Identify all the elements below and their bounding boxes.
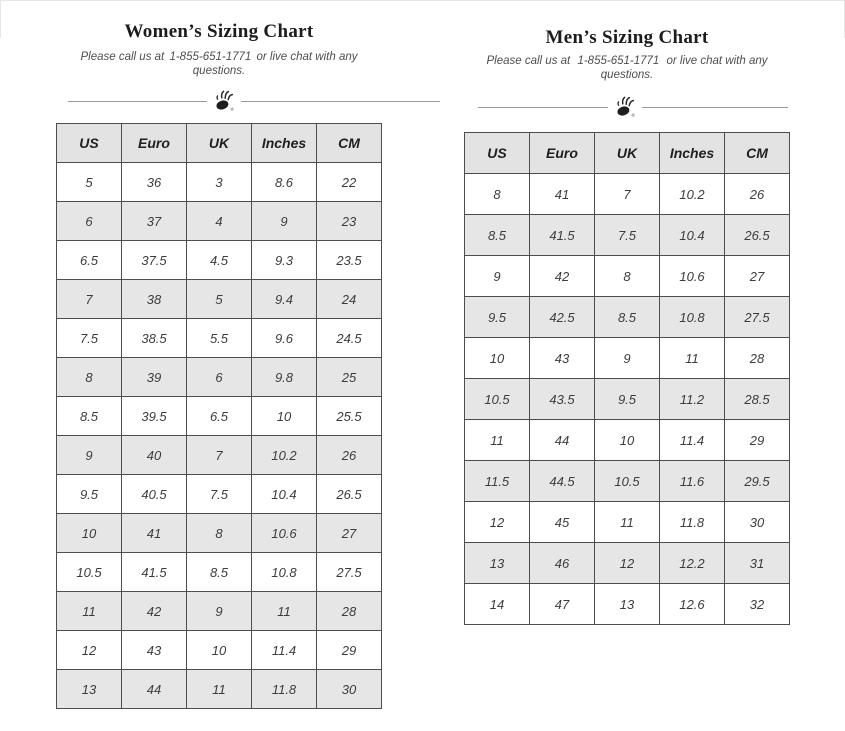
size-cell: 36: [122, 163, 187, 202]
subtitle-suffix: or live chat with any questions.: [192, 51, 358, 77]
size-cell: 7: [187, 436, 252, 475]
divider-line-right: [241, 101, 440, 102]
womens-chart-subtitle: [56, 50, 382, 78]
size-cell: 9.8: [252, 358, 317, 397]
size-cell: 7.5: [57, 319, 122, 358]
size-cell: 10.2: [660, 174, 725, 215]
table-row: [465, 215, 790, 256]
column-header: Inches: [660, 133, 725, 174]
table-row: [57, 553, 382, 592]
size-cell: 4.5: [187, 241, 252, 280]
column-header: UK: [187, 124, 252, 163]
size-cell: 10.5: [465, 379, 530, 420]
registered-mark: ®: [631, 113, 635, 118]
size-cell: 12.6: [660, 584, 725, 625]
size-cell: 26.5: [317, 475, 382, 514]
page-edge-left: [0, 0, 1, 38]
size-cell: 23.5: [317, 241, 382, 280]
size-cell: 10.4: [252, 475, 317, 514]
table-row: [57, 631, 382, 670]
size-cell: 31: [725, 543, 790, 584]
size-cell: 27: [317, 514, 382, 553]
size-cell: 12: [465, 502, 530, 543]
mens-chart-subtitle: [464, 54, 790, 82]
size-cell: 41.5: [122, 553, 187, 592]
size-cell: 11: [57, 592, 122, 631]
table-row: [465, 584, 790, 625]
size-cell: 9.6: [252, 319, 317, 358]
registered-mark: ®: [230, 107, 234, 112]
table-row: [465, 174, 790, 215]
table-row: [465, 256, 790, 297]
table-row: [57, 592, 382, 631]
column-header: CM: [317, 124, 382, 163]
table-row: [57, 436, 382, 475]
size-cell: 25: [317, 358, 382, 397]
column-header: UK: [595, 133, 660, 174]
size-cell: 11: [465, 420, 530, 461]
size-cell: 29: [317, 631, 382, 670]
subtitle-prefix: Please call us at: [486, 55, 571, 67]
size-cell: 29.5: [725, 461, 790, 502]
size-cell: 44.5: [530, 461, 595, 502]
size-cell: 42: [530, 256, 595, 297]
size-cell: 42.5: [530, 297, 595, 338]
size-cell: 3: [187, 163, 252, 202]
size-cell: 10: [252, 397, 317, 436]
size-cell: 13: [595, 584, 660, 625]
table-row: [465, 543, 790, 584]
size-cell: 39: [122, 358, 187, 397]
divider-line-left: [68, 101, 207, 102]
size-cell: 43: [122, 631, 187, 670]
size-cell: 27: [725, 256, 790, 297]
size-cell: 12.2: [660, 543, 725, 584]
size-cell: 6.5: [187, 397, 252, 436]
size-cell: 10.5: [57, 553, 122, 592]
subtitle-suffix: or live chat with any questions.: [600, 55, 768, 81]
womens-chart-title: Women’s Sizing Chart: [124, 21, 314, 42]
size-cell: 38: [122, 280, 187, 319]
size-cell: 8: [595, 256, 660, 297]
size-cell: 41.5: [530, 215, 595, 256]
size-cell: 22: [317, 163, 382, 202]
divider-line-left: [478, 107, 608, 108]
size-cell: 7: [595, 174, 660, 215]
size-cell: 23: [317, 202, 382, 241]
size-cell: 10.4: [660, 215, 725, 256]
size-cell: 13: [465, 543, 530, 584]
size-cell: 10.8: [252, 553, 317, 592]
table-row: [465, 379, 790, 420]
size-cell: 41: [530, 174, 595, 215]
size-cell: 4: [187, 202, 252, 241]
size-cell: 11.6: [660, 461, 725, 502]
size-cell: 6: [187, 358, 252, 397]
size-cell: 9: [252, 202, 317, 241]
size-cell: 9: [595, 338, 660, 379]
bear-paw-icon: [212, 90, 236, 112]
size-cell: 5: [57, 163, 122, 202]
size-cell: 47: [530, 584, 595, 625]
size-cell: 8: [187, 514, 252, 553]
size-cell: 10: [57, 514, 122, 553]
size-cell: 11.8: [252, 670, 317, 709]
size-cell: 26.5: [725, 215, 790, 256]
column-header: Inches: [252, 124, 317, 163]
size-cell: 27.5: [725, 297, 790, 338]
table-row: [57, 319, 382, 358]
size-cell: 10: [465, 338, 530, 379]
size-cell: 28: [725, 338, 790, 379]
size-cell: 8.5: [187, 553, 252, 592]
size-cell: 7.5: [595, 215, 660, 256]
size-cell: 11.8: [660, 502, 725, 543]
mens-sizing-table: [464, 132, 790, 625]
size-cell: 9.3: [252, 241, 317, 280]
size-cell: 9: [57, 436, 122, 475]
size-cell: 44: [122, 670, 187, 709]
size-cell: 12: [57, 631, 122, 670]
size-cell: 10: [595, 420, 660, 461]
column-header: Euro: [530, 133, 595, 174]
size-cell: 13: [57, 670, 122, 709]
size-cell: 9: [465, 256, 530, 297]
womens-table-body: [57, 163, 382, 709]
size-cell: 29: [725, 420, 790, 461]
table-row: [57, 358, 382, 397]
size-cell: 27.5: [317, 553, 382, 592]
divider-line-right: [642, 107, 788, 108]
size-cell: 10.8: [660, 297, 725, 338]
womens-sizing-section: [56, 14, 382, 709]
size-cell: 9.4: [252, 280, 317, 319]
table-row: [465, 461, 790, 502]
size-cell: 26: [317, 436, 382, 475]
size-cell: 28: [317, 592, 382, 631]
size-cell: 40: [122, 436, 187, 475]
bear-paw-icon: [613, 96, 637, 118]
table-row: [57, 280, 382, 319]
size-cell: 11: [252, 592, 317, 631]
size-cell: 10.6: [660, 256, 725, 297]
size-cell: 12: [595, 543, 660, 584]
size-cell: 9.5: [465, 297, 530, 338]
table-row: [57, 514, 382, 553]
size-cell: 11.4: [252, 631, 317, 670]
mens-table-body: [465, 174, 790, 625]
mens-sizing-section: [464, 22, 790, 625]
size-cell: 6: [57, 202, 122, 241]
womens-sizing-table: [56, 123, 382, 709]
size-cell: 11: [595, 502, 660, 543]
size-cell: 46: [530, 543, 595, 584]
size-cell: 7: [57, 280, 122, 319]
size-cell: 6.5: [57, 241, 122, 280]
size-cell: 10.6: [252, 514, 317, 553]
size-cell: 26: [725, 174, 790, 215]
size-cell: 42: [122, 592, 187, 631]
size-cell: 37: [122, 202, 187, 241]
size-cell: 8.5: [57, 397, 122, 436]
size-cell: 30: [725, 502, 790, 543]
size-cell: 43: [530, 338, 595, 379]
size-cell: 11.5: [465, 461, 530, 502]
size-cell: 11: [660, 338, 725, 379]
column-header: US: [57, 124, 122, 163]
column-header: US: [465, 133, 530, 174]
size-cell: 37.5: [122, 241, 187, 280]
size-cell: 5: [187, 280, 252, 319]
table-row: [57, 163, 382, 202]
size-cell: 5.5: [187, 319, 252, 358]
table-row: [57, 397, 382, 436]
mens-table-header: [465, 133, 790, 174]
table-row: [465, 420, 790, 461]
size-cell: 11.2: [660, 379, 725, 420]
size-cell: 41: [122, 514, 187, 553]
size-cell: 24: [317, 280, 382, 319]
size-cell: 9.5: [595, 379, 660, 420]
size-cell: 45: [530, 502, 595, 543]
size-cell: 8: [57, 358, 122, 397]
divider: [464, 96, 788, 118]
subtitle-prefix: Please call us at: [80, 51, 165, 63]
size-cell: 7.5: [187, 475, 252, 514]
column-header: CM: [725, 133, 790, 174]
size-cell: 9.5: [57, 475, 122, 514]
table-row: [465, 297, 790, 338]
size-cell: 39.5: [122, 397, 187, 436]
divider: [56, 90, 440, 112]
size-cell: 10.5: [595, 461, 660, 502]
size-cell: 24.5: [317, 319, 382, 358]
table-row: [465, 502, 790, 543]
size-cell: 44: [530, 420, 595, 461]
size-cell: 8.6: [252, 163, 317, 202]
size-cell: 43.5: [530, 379, 595, 420]
size-cell: 25.5: [317, 397, 382, 436]
size-cell: 10: [187, 631, 252, 670]
size-cell: 38.5: [122, 319, 187, 358]
size-cell: 30: [317, 670, 382, 709]
size-cell: 11.4: [660, 420, 725, 461]
header-row: [465, 133, 790, 174]
header-row: [57, 124, 382, 163]
size-cell: 8: [465, 174, 530, 215]
womens-table-header: [57, 124, 382, 163]
table-row: [57, 241, 382, 280]
table-row: [465, 338, 790, 379]
column-header: Euro: [122, 124, 187, 163]
size-cell: 14: [465, 584, 530, 625]
table-row: [57, 202, 382, 241]
table-row: [57, 670, 382, 709]
size-cell: 40.5: [122, 475, 187, 514]
size-cell: 28.5: [725, 379, 790, 420]
size-cell: 32: [725, 584, 790, 625]
size-cell: 8.5: [465, 215, 530, 256]
page-edge-top: [0, 0, 845, 1]
phone-link[interactable]: 1-855-651-1771: [577, 55, 660, 67]
table-row: [57, 475, 382, 514]
size-cell: 8.5: [595, 297, 660, 338]
size-cell: 11: [187, 670, 252, 709]
mens-chart-title: Men’s Sizing Chart: [545, 27, 709, 48]
size-cell: 10.2: [252, 436, 317, 475]
phone-link[interactable]: 1-855-651-1771: [169, 51, 252, 63]
size-cell: 9: [187, 592, 252, 631]
